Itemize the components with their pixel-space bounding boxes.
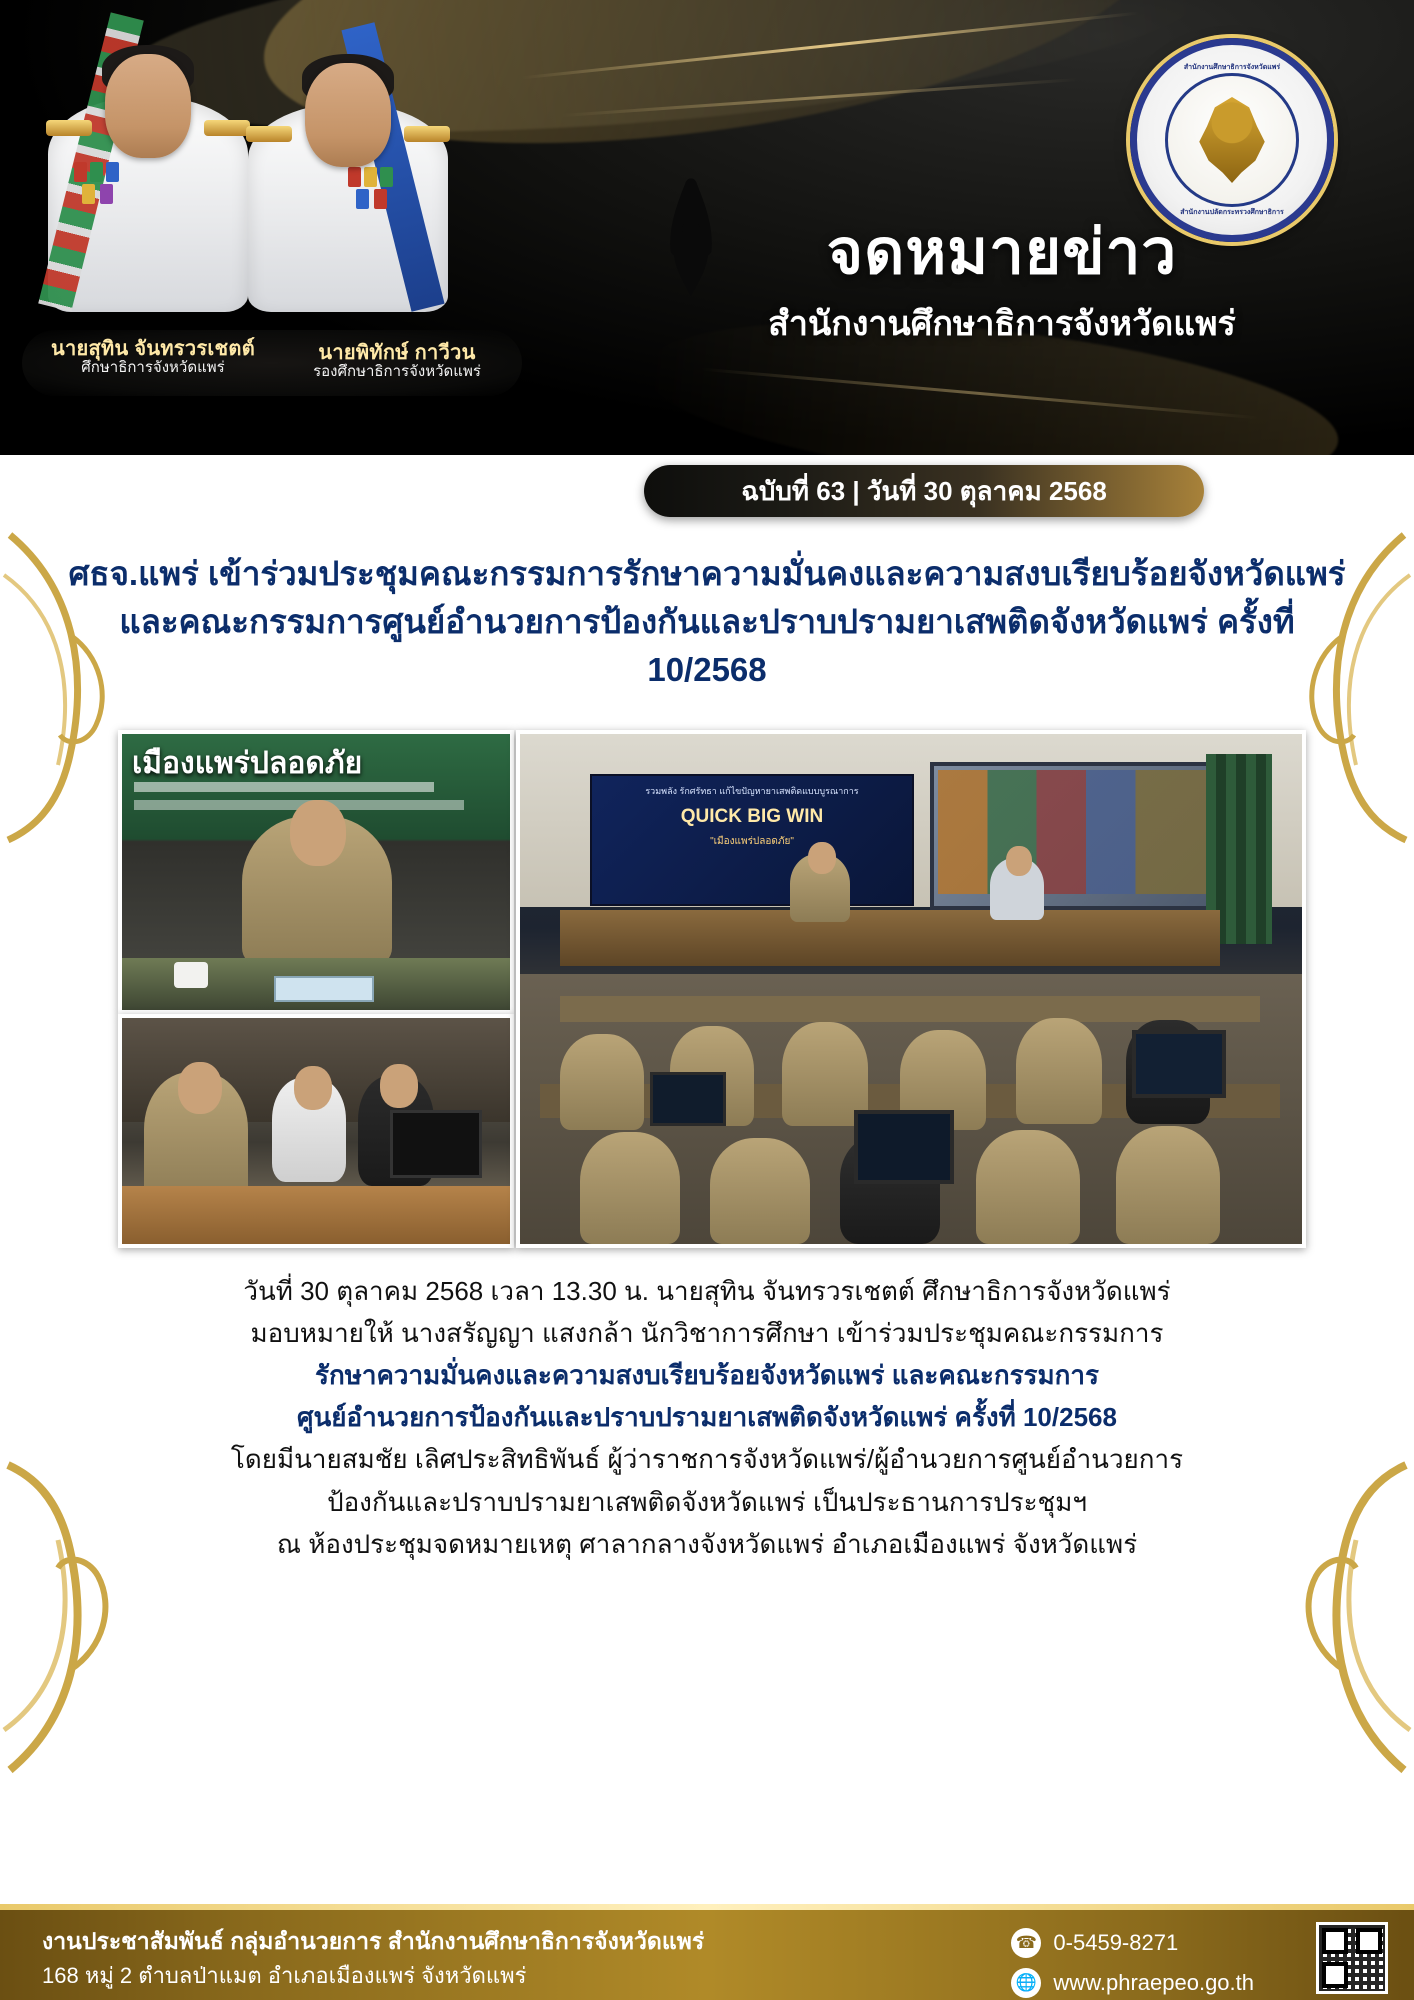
globe-icon: 🌐 — [1011, 1968, 1041, 1998]
epaulette — [246, 126, 292, 142]
official-1-role: ศึกษาธิการจังหวัดแพร่ — [81, 359, 225, 377]
officials-portraits — [18, 8, 518, 338]
caption-line: มอบหมายให้ นางสรัญญา แสงกล้า นักวิชาการศึกษา เข้าร่วมประชุมคณะกรรมการ — [250, 1318, 1164, 1349]
official-2-role: รองศึกษาธิการจังหวัดแพร่ — [313, 363, 481, 381]
photo-attendees-left — [118, 1014, 514, 1248]
photo-meeting-room-wide — [516, 730, 1306, 1248]
issue-badge: ฉบับที่ 63 | วันที่ 30 ตุลาคม 2568 — [644, 465, 1204, 517]
footer-top-rule — [0, 1904, 1414, 1910]
caption-line: ป้องกันและปราบปรามยาเสพติดจังหวัดแพร่ เป็นประธานการประชุมฯ — [327, 1486, 1087, 1517]
footer-website-row[interactable] — [1011, 1966, 1254, 2000]
page-subtitle: สำนักงานศึกษาธิการจังหวัดแพร่ — [768, 305, 1236, 343]
qr-code-icon[interactable] — [1316, 1922, 1388, 1994]
footer-phone: 0-5459-8271 — [1053, 1930, 1179, 1955]
epaulette — [404, 126, 450, 142]
footer-address — [42, 1924, 704, 1992]
caption-line: รักษาความมั่นคงและความสงบเรียบร้อยจังหวัดแพร่ และคณะกรรมการ — [315, 1360, 1099, 1391]
face-shape — [105, 54, 191, 158]
document-body — [0, 455, 1414, 1910]
page-title: จดหมายข่าว — [826, 218, 1178, 287]
footer-website[interactable]: www.phraepeo.go.th — [1053, 1970, 1254, 1996]
caption-line: วันที่ 30 ตุลาคม 2568 เวลา 13.30 น. นายสุทิน จันทรวรเชตต์ ศึกษาธิการจังหวัดแพร่ — [243, 1276, 1171, 1306]
agency-seal-icon — [1130, 38, 1334, 242]
seal-emblem — [1193, 97, 1271, 183]
caption-line: โดยมีนายสมชัย เลิศประสิทธิพันธ์ ผู้ว่าราชการจังหวัดแพร่/ผู้อำนวยการศูนย์อำนวยการ — [230, 1444, 1184, 1475]
portrait-official-2 — [248, 22, 448, 312]
stage-banner: QUICK BIG WIN รวมพลัง รักศรัทธา แก้ไขปัญหายาเสพติดแบบบูรณาการ "เมืองแพร่ปลอดภัย" — [590, 774, 914, 906]
official-2-name: นายพิทักษ์ กาวีวน — [318, 342, 476, 364]
caption-line: ณ ห้องประชุมจดหมายเหตุ ศาลากลางจังหวัดแพร่ อำเภอเมืองแพร่ จังหวัดแพร่ — [276, 1528, 1138, 1559]
official-1-caption — [28, 338, 278, 377]
article-headline: ศธจ.แพร่ เข้าร่วมประชุมคณะกรรมการรักษาความมั่นคงและความสงบเรียบร้อยจังหวัดแพร่ และคณะกรรมการศูนย์อำนวยการป้องกันและปราบปรามยาเสพติดจังหวัดแพร่ ครั้งที่ 10/2568 — [68, 555, 1346, 688]
header-banner — [0, 0, 1414, 455]
photo-overlay-text: QUICK BIG WIN — [680, 806, 824, 827]
seal-top-text: สำนักงานศึกษาธิการจังหวัดแพร่ — [1183, 64, 1281, 71]
medals — [348, 167, 412, 211]
seal-inner-ring — [1165, 64, 1299, 216]
officials-nameplate — [22, 330, 522, 396]
epaulette — [46, 120, 92, 136]
photo-overlay-text: เมืองแพร่ปลอดภัย — [132, 747, 363, 780]
face-shape — [305, 63, 391, 167]
caption-line: ศูนย์อำนวยการป้องกันและปราบปรามยาเสพติดจังหวัดแพร่ ครั้งที่ 10/2568 — [297, 1402, 1117, 1433]
footer-phone-row — [1011, 1926, 1254, 1960]
footer-line-1: งานประชาสัมพันธ์ กลุ่มอำนวยการ สำนักงานศึกษาธิการจังหวัดแพร่ — [42, 1928, 705, 1954]
photo-collage — [118, 730, 1298, 1240]
article-caption — [60, 1270, 1354, 1565]
medals — [74, 162, 138, 206]
portrait-official-1 — [48, 12, 248, 312]
seal-bottom-text: สำนักงานปลัดกระทรวงศึกษาธิการ — [1180, 209, 1284, 216]
footer-line-2: 168 หมู่ 2 ตำบลป่าแมต อำเภอเมืองแพร่ จังหวัดแพร่ — [42, 1962, 527, 1988]
photo-chairman-podium — [118, 730, 514, 1014]
footer-contacts — [1011, 1926, 1254, 2000]
official-1-name: นายสุทิน จันทรวรเชตต์ — [50, 338, 256, 360]
footer-bar — [0, 1910, 1414, 2000]
phone-icon: ☎ — [1011, 1928, 1041, 1958]
epaulette — [204, 120, 250, 136]
official-2-caption — [272, 342, 522, 381]
